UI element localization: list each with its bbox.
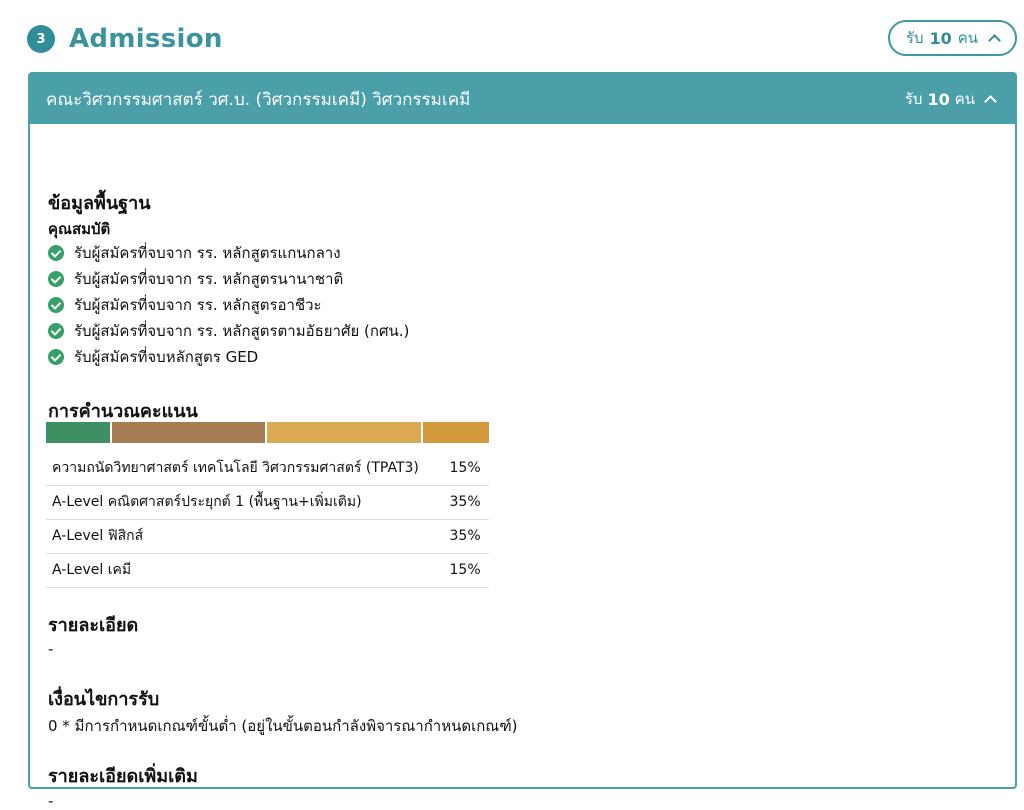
table-row (46, 519, 489, 553)
accept-number: 10 (927, 89, 950, 109)
qualification-item (48, 266, 409, 292)
program-card-header[interactable] (30, 74, 1015, 124)
conditions-value: 0 * มีการกำหนดเกณฑ์ขั้นต่ำ (อยู่ในขั้นตอนกำลังพิจารณากำหนดเกณฑ์) (48, 717, 518, 735)
basic-info-heading: ข้อมูลพื้นฐาน (48, 193, 151, 214)
percent-cell: 35% (445, 519, 489, 553)
qualification-text: รับผู้สมัครที่จบจาก รร. หลักสูตรนานาชาติ (74, 270, 344, 288)
qualification-text: รับผู้สมัครที่จบจาก รร. หลักสูตรแกนกลาง (74, 244, 341, 262)
program-accept-count (905, 87, 995, 111)
accept-prefix: รับ (904, 90, 923, 108)
table-row (46, 451, 489, 485)
subject-cell: A-Level ฟิสิกส์ (46, 519, 445, 553)
qualification-item (48, 240, 409, 266)
qualification-text: รับผู้สมัครที่จบจาก รร. หลักสูตรอาชีวะ (74, 296, 322, 314)
check-circle-icon (48, 271, 64, 287)
chevron-up-icon (984, 95, 997, 108)
more-details-heading: รายละเอียดเพิ่มเติม (48, 766, 198, 787)
weight-segment (267, 422, 422, 443)
subject-cell: A-Level เคมี (46, 553, 445, 587)
subject-cell: ความถนัดวิทยาศาสตร์ เทคโนโลยี วิศวกรรมศาสตร์ (TPAT3) (46, 451, 445, 485)
program-card (28, 72, 1017, 810)
qualification-text: รับผู้สมัครที่จบหลักสูตร GED (74, 348, 259, 366)
program-title: คณะวิศวกรรมศาสตร์ วศ.บ. (วิศวกรรมเคมี) วิศวกรรมเคมี (46, 89, 471, 110)
check-circle-icon (48, 323, 64, 339)
accept-suffix: คน (954, 90, 975, 108)
percent-cell: 15% (445, 451, 489, 485)
qualification-list (48, 240, 409, 370)
subject-cell: A-Level คณิตศาสตร์ประยุกต์ 1 (พื้นฐาน+เพิ่มเติม) (46, 485, 445, 519)
step-title: Admission (69, 24, 223, 54)
qualification-heading: คุณสมบัติ (48, 220, 111, 238)
chevron-up-icon (988, 34, 1001, 47)
conditions-heading: เงื่อนไขการรับ (48, 689, 160, 710)
qualification-item (48, 318, 409, 344)
step-header (27, 22, 223, 56)
more-details-value: - (48, 792, 54, 810)
check-circle-icon (48, 297, 64, 313)
percent-cell: 15% (445, 553, 489, 587)
qualification-item (48, 292, 409, 318)
table-row (46, 485, 489, 519)
score-weight-bar (46, 422, 489, 443)
step-number-badge: 3 (27, 25, 55, 53)
percent-cell: 35% (445, 485, 489, 519)
score-table (46, 451, 489, 588)
pill-suffix: คน (957, 29, 979, 47)
pill-count: 10 (929, 28, 952, 48)
check-circle-icon (48, 349, 64, 365)
score-calc-heading: การคำนวณคะแนน (48, 401, 198, 422)
weight-segment (46, 422, 112, 443)
details-value: - (48, 640, 54, 658)
collapse-toggle-button[interactable] (888, 20, 1017, 56)
check-circle-icon (48, 245, 64, 261)
qualification-text: รับผู้สมัครที่จบจาก รร. หลักสูตรตามอัธยาศัย (กศน.) (74, 322, 410, 340)
pill-prefix: รับ (905, 29, 924, 47)
weight-segment (423, 422, 489, 443)
qualification-item (48, 344, 409, 370)
weight-segment (112, 422, 267, 443)
table-row (46, 553, 489, 587)
details-heading: รายละเอียด (48, 615, 139, 636)
